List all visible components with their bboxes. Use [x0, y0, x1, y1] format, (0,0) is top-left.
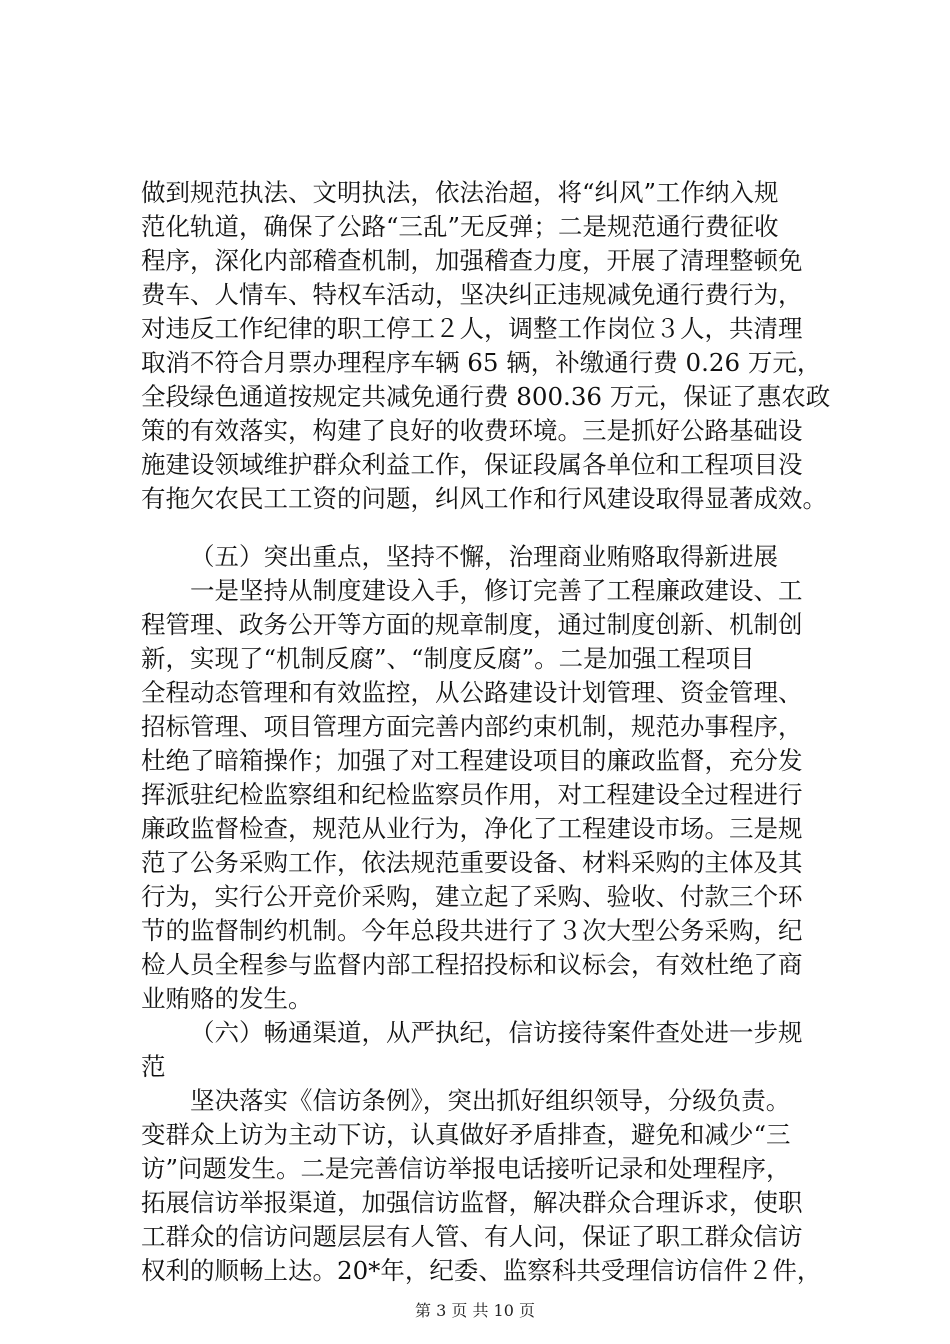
text-line: 全段绿色通道按规定共减免通行费 800.36 万元，保证了惠农政 — [141, 382, 831, 411]
text-line: 范化轨道，确保了公路“三乱”无反弹；二是规范通行费征收 — [141, 212, 779, 241]
text-line: 程管理、政务公开等方面的规章制度，通过制度创新、机制创 — [141, 610, 803, 639]
text-line: 取消不符合月票办理程序车辆 65 辆，补缴通行费 0.26 万元， — [141, 348, 822, 377]
text-line: 程序，深化内部稽查机制，加强稽查力度，开展了清理整顿免 — [141, 246, 803, 275]
text-line: 节的监督制约机制。今年总段共进行了３次大型公务采购，纪 — [141, 916, 803, 945]
section-heading: （五）突出重点，坚持不懈，治理商业贿赂取得新进展 — [190, 542, 778, 571]
text-line: 策的有效落实，构建了良好的收费环境。三是抓好公路基础设 — [141, 416, 803, 445]
text-line: 有拖欠农民工工资的问题，纠风工作和行风建设取得显著成效。 — [141, 484, 827, 513]
text-line: 行为，实行公开竞价采购，建立起了采购、验收、付款三个环 — [141, 882, 803, 911]
text-line: 做到规范执法、文明执法，依法治超，将“纠风”工作纳入规 — [141, 178, 779, 207]
text-line: 范了公务采购工作，依法规范重要设备、材料采购的主体及其 — [141, 848, 803, 877]
text-line: 杜绝了暗箱操作；加强了对工程建设项目的廉政监督，充分发 — [141, 746, 803, 775]
page-footer: 第 3 页 共 10 页 — [415, 1301, 535, 1320]
text-line: 对违反工作纪律的职工停工２人，调整工作岗位３人，共清理 — [141, 314, 803, 343]
text-line: 廉政监督检查，规范从业行为，净化了工程建设市场。三是规 — [141, 814, 803, 843]
text-line: 工群众的信访问题层层有人管、有人问，保证了职工群众信访 — [141, 1222, 803, 1251]
text-line: 一是坚持从制度建设入手，修订完善了工程廉政建设、工 — [190, 576, 803, 605]
text-line: 权利的顺畅上达。20*年，纪委、监察科共受理信访信件２件， — [141, 1256, 822, 1285]
text-line: 新，实现了“机制反腐”、“制度反腐”。二是加强工程项目 — [141, 644, 755, 673]
text-line: 全程动态管理和有效监控，从公路建设计划管理、资金管理、 — [141, 678, 803, 707]
text-line: 业贿赂的发生。 — [141, 984, 313, 1013]
text-line: 招标管理、项目管理方面完善内部约束机制，规范办事程序， — [141, 712, 803, 741]
text-line: 费车、人情车、特权车活动，坚决纠正违规减免通行费行为， — [141, 280, 803, 309]
section-heading: 范 — [141, 1052, 166, 1081]
text-line: 挥派驻纪检监察组和纪检监察员作用，对工程建设全过程进行 — [141, 780, 803, 809]
text-line: 检人员全程参与监督内部工程招投标和议标会，有效杜绝了商 — [141, 950, 803, 979]
text-line: 访”问题发生。二是完善信访举报电话接听记录和处理程序， — [141, 1154, 791, 1183]
text-line: 坚决落实《信访条例》，突出抓好组织领导，分级负责。 — [190, 1086, 791, 1115]
text-line: 变群众上访为主动下访，认真做好矛盾排查，避免和减少“三 — [141, 1120, 791, 1149]
text-line: 拓展信访举报渠道，加强信访监督，解决群众合理诉求，使职 — [141, 1188, 803, 1217]
text-line: 施建设领域维护群众利益工作，保证段属各单位和工程项目没 — [141, 450, 803, 479]
section-heading: （六）畅通渠道，从严执纪，信访接待案件查处进一步规 — [190, 1018, 803, 1047]
